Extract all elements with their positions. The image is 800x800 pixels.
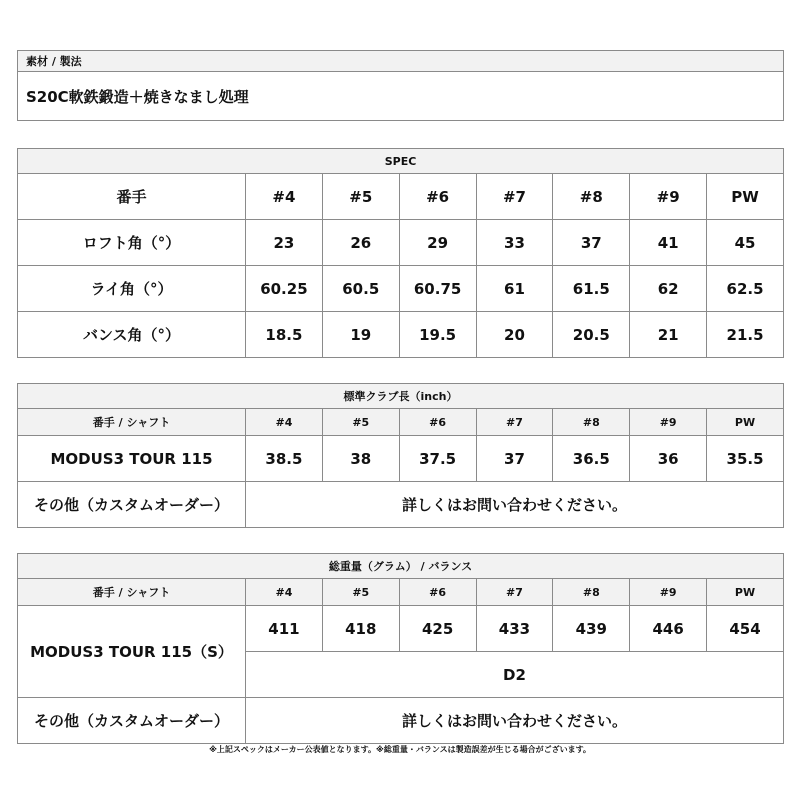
spec-title: SPEC <box>18 149 784 174</box>
cell: 60.25 <box>246 266 323 312</box>
cell: 35.5 <box>707 436 784 482</box>
weight-table <box>17 553 784 744</box>
length-table <box>17 383 784 528</box>
cell: 446 <box>630 606 707 652</box>
spec-row-label: 番手 <box>18 174 246 220</box>
club: #5 <box>322 174 399 220</box>
cell: 439 <box>553 606 630 652</box>
club: PW <box>707 409 784 436</box>
cell: 60.5 <box>322 266 399 312</box>
club: #9 <box>630 409 707 436</box>
club: #6 <box>399 174 476 220</box>
spec-row <box>18 266 784 312</box>
material-value: S20C軟鉄鍛造＋焼きなまし処理 <box>18 72 784 121</box>
club: #8 <box>553 174 630 220</box>
row-label: バンス角（°） <box>18 312 246 358</box>
cell: 45 <box>707 220 784 266</box>
cell: 21 <box>630 312 707 358</box>
cell: 26 <box>322 220 399 266</box>
cell: 454 <box>707 606 784 652</box>
material-header: 素材 / 製法 <box>18 51 784 72</box>
weight-row-label: 番手 / シャフト <box>18 579 246 606</box>
cell: 18.5 <box>246 312 323 358</box>
cell: 61.5 <box>553 266 630 312</box>
cell: 37.5 <box>399 436 476 482</box>
cell: 411 <box>246 606 323 652</box>
weight-title: 総重量（グラム） / バランス <box>18 554 784 579</box>
cell: 418 <box>322 606 399 652</box>
club: #7 <box>476 409 553 436</box>
club: #7 <box>476 579 553 606</box>
shaft-label: MODUS3 TOUR 115（S） <box>18 606 246 698</box>
cell: 20.5 <box>553 312 630 358</box>
cell: 62.5 <box>707 266 784 312</box>
length-title: 標準クラブ長（inch） <box>18 384 784 409</box>
balance-value: D2 <box>246 652 784 698</box>
club: #8 <box>553 579 630 606</box>
cell: 425 <box>399 606 476 652</box>
cell: 36.5 <box>553 436 630 482</box>
club: #5 <box>322 409 399 436</box>
club: #4 <box>246 174 323 220</box>
cell: 60.75 <box>399 266 476 312</box>
club: PW <box>707 579 784 606</box>
club: #9 <box>630 579 707 606</box>
spec-row <box>18 220 784 266</box>
cell: 21.5 <box>707 312 784 358</box>
cell: 19.5 <box>399 312 476 358</box>
club: #8 <box>553 409 630 436</box>
club: #7 <box>476 174 553 220</box>
shaft-label: MODUS3 TOUR 115 <box>18 436 246 482</box>
club: #6 <box>399 579 476 606</box>
cell: 20 <box>476 312 553 358</box>
cell: 62 <box>630 266 707 312</box>
material-table <box>17 50 784 121</box>
cell: 29 <box>399 220 476 266</box>
cell: 23 <box>246 220 323 266</box>
club: #5 <box>322 579 399 606</box>
cell: 19 <box>322 312 399 358</box>
other-value: 詳しくはお問い合わせください。 <box>246 482 784 528</box>
club: #6 <box>399 409 476 436</box>
footnote: ※上記スペックはメーカー公表値となります。※総重量・バランスは製造誤差が生じる場合がございます。 <box>209 745 591 754</box>
spec-row <box>18 312 784 358</box>
cell: 41 <box>630 220 707 266</box>
club: #4 <box>246 409 323 436</box>
cell: 61 <box>476 266 553 312</box>
club: #9 <box>630 174 707 220</box>
club: PW <box>707 174 784 220</box>
cell: 36 <box>630 436 707 482</box>
club: #4 <box>246 579 323 606</box>
row-label: ロフト角（°） <box>18 220 246 266</box>
cell: 37 <box>553 220 630 266</box>
cell: 38.5 <box>246 436 323 482</box>
cell: 433 <box>476 606 553 652</box>
row-label: ライ角（°） <box>18 266 246 312</box>
cell: 38 <box>322 436 399 482</box>
other-label: その他（カスタムオーダー） <box>18 698 246 744</box>
cell: 37 <box>476 436 553 482</box>
other-label: その他（カスタムオーダー） <box>18 482 246 528</box>
cell: 33 <box>476 220 553 266</box>
spec-table <box>17 148 784 358</box>
length-row-label: 番手 / シャフト <box>18 409 246 436</box>
other-value: 詳しくはお問い合わせください。 <box>246 698 784 744</box>
